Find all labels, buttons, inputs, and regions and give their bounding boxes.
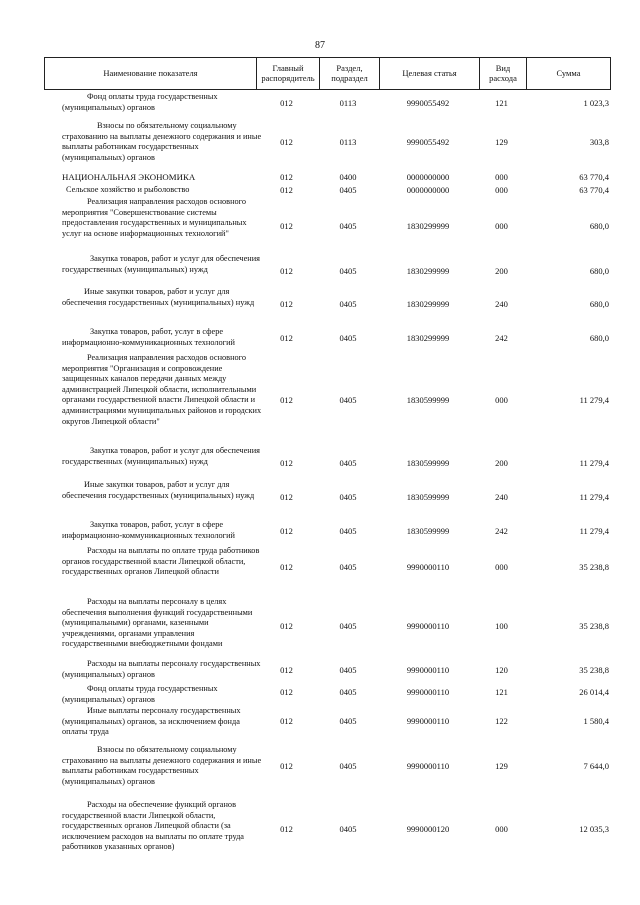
row-glavny: 012 bbox=[280, 137, 293, 147]
row-name: Закупка товаров, работ, услуг в сфере информационно-коммуникационных технологий bbox=[62, 520, 235, 540]
row-name: Реализация направления расходов основного мероприятия "Организация и сопровождение защищенных каналов передачи данных между администрацией Липецкой области, исполнительными органами государственной власти Липецкой области и администрациями муниципальных районов и городских округов Липецкой области" bbox=[62, 353, 262, 426]
row-vid: 000 bbox=[495, 395, 508, 405]
row-vid: 240 bbox=[495, 492, 508, 502]
row-vid: 242 bbox=[495, 526, 508, 536]
row-summa: 63 770,4 bbox=[579, 172, 609, 182]
row-razdel: 0405 bbox=[339, 492, 357, 502]
row-summa: 11 279,4 bbox=[579, 526, 609, 536]
row-glavny: 012 bbox=[280, 687, 293, 697]
row-razdel: 0113 bbox=[339, 137, 357, 147]
row-razdel: 0405 bbox=[339, 824, 357, 834]
row-celevaya: 0000000000 bbox=[406, 172, 450, 182]
row-glavny: 012 bbox=[280, 824, 293, 834]
row-razdel: 0400 bbox=[339, 172, 357, 182]
row-summa: 680,0 bbox=[589, 266, 609, 276]
row-glavny: 012 bbox=[280, 761, 293, 771]
header-razdel: Раздел, подраздел bbox=[319, 58, 379, 89]
row-name: Взносы по обязательному социальному страхованию на выплаты денежного содержания и иные выплаты работникам государственных (муниципальных) органов bbox=[62, 745, 262, 786]
row-razdel: 0405 bbox=[339, 562, 357, 572]
row-razdel: 0405 bbox=[339, 687, 357, 697]
row-glavny: 012 bbox=[280, 526, 293, 536]
row-name: Закупка товаров, работ и услуг для обеспечения государственных (муниципальных) нужд bbox=[62, 446, 260, 466]
row-summa: 7 644,0 bbox=[583, 761, 609, 771]
row-celevaya: 0000000000 bbox=[406, 185, 450, 195]
row-celevaya: 9990055492 bbox=[406, 98, 450, 108]
row-glavny: 012 bbox=[280, 266, 293, 276]
row-celevaya: 1830299999 bbox=[406, 266, 450, 276]
header-glavny: Главный распорядитель bbox=[256, 58, 319, 89]
row-celevaya: 9990000110 bbox=[406, 562, 450, 572]
row-razdel: 0405 bbox=[339, 299, 357, 309]
row-glavny: 012 bbox=[280, 562, 293, 572]
row-name: Иные выплаты персоналу государственных (муниципальных) органов, за исключением фонда оплаты труда bbox=[62, 706, 241, 737]
row-glavny: 012 bbox=[280, 458, 293, 468]
page-number: 87 bbox=[315, 40, 325, 51]
row-glavny: 012 bbox=[280, 395, 293, 405]
row-celevaya: 1830299999 bbox=[406, 221, 450, 231]
row-celevaya: 9990000120 bbox=[406, 824, 450, 834]
row-vid: 122 bbox=[495, 716, 508, 726]
row-celevaya: 9990000110 bbox=[406, 621, 450, 631]
row-name: Взносы по обязательному социальному страхованию на выплаты денежного содержания и иные выплаты работникам государственных (муниципальных) органов bbox=[62, 121, 262, 162]
row-summa: 303,8 bbox=[589, 137, 609, 147]
row-name: Расходы на обеспечение функций органов государственной власти Липецкой области, государственных органов Липецкой области (за исключением расходов на выплаты по оплате труда работников указанных органов) bbox=[62, 800, 244, 852]
header-vid: Вид расхода bbox=[479, 58, 526, 89]
row-name: Закупка товаров, работ и услуг для обеспечения государственных (муниципальных) нужд bbox=[62, 254, 260, 274]
row-celevaya: 9990000110 bbox=[406, 665, 450, 675]
row-razdel: 0405 bbox=[339, 221, 357, 231]
row-vid: 129 bbox=[495, 761, 508, 771]
row-summa: 680,0 bbox=[589, 221, 609, 231]
row-vid: 000 bbox=[495, 221, 508, 231]
row-name: Иные закупки товаров, работ и услуг для обеспечения государственных (муниципальных) нужд bbox=[62, 480, 255, 500]
row-razdel: 0405 bbox=[339, 716, 357, 726]
row-celevaya: 9990000110 bbox=[406, 761, 450, 771]
row-razdel: 0405 bbox=[339, 761, 357, 771]
row-celevaya: 9990055492 bbox=[406, 137, 450, 147]
row-vid: 200 bbox=[495, 458, 508, 468]
row-name: Иные закупки товаров, работ и услуг для обеспечения государственных (муниципальных) нужд bbox=[62, 287, 255, 307]
row-celevaya: 9990000110 bbox=[406, 716, 450, 726]
row-glavny: 012 bbox=[280, 185, 293, 195]
row-name: Расходы на выплаты персоналу государственных (муниципальных) органов bbox=[62, 659, 261, 679]
row-summa: 12 035,3 bbox=[579, 824, 609, 834]
row-vid: 121 bbox=[495, 98, 508, 108]
row-razdel: 0405 bbox=[339, 333, 357, 343]
row-summa: 11 279,4 bbox=[579, 458, 609, 468]
row-vid: 200 bbox=[495, 266, 508, 276]
row-name: Фонд оплаты труда государственных (муниципальных) органов bbox=[62, 684, 218, 704]
row-celevaya: 1830299999 bbox=[406, 299, 450, 309]
row-summa: 35 238,8 bbox=[579, 621, 609, 631]
row-glavny: 012 bbox=[280, 492, 293, 502]
row-summa: 26 014,4 bbox=[579, 687, 609, 697]
row-glavny: 012 bbox=[280, 333, 293, 343]
row-razdel: 0405 bbox=[339, 621, 357, 631]
row-celevaya: 1830599999 bbox=[406, 395, 450, 405]
row-vid: 120 bbox=[495, 665, 508, 675]
row-summa: 680,0 bbox=[589, 333, 609, 343]
row-glavny: 012 bbox=[280, 299, 293, 309]
row-name: Реализация направления расходов основного мероприятия "Совершенствование системы предоставления государственных и муниципальных услуг на основе информационных технологий" bbox=[62, 197, 247, 238]
row-celevaya: 1830599999 bbox=[406, 526, 450, 536]
row-razdel: 0405 bbox=[339, 458, 357, 468]
row-vid: 129 bbox=[495, 137, 508, 147]
row-glavny: 012 bbox=[280, 221, 293, 231]
table-header bbox=[44, 57, 611, 90]
row-name: Закупка товаров, работ, услуг в сфере информационно-коммуникационных технологий bbox=[62, 327, 235, 347]
row-name: Фонд оплаты труда государственных (муниципальных) органов bbox=[62, 92, 218, 112]
row-glavny: 012 bbox=[280, 621, 293, 631]
row-summa: 35 238,8 bbox=[579, 562, 609, 572]
row-razdel: 0405 bbox=[339, 266, 357, 276]
header-summa: Сумма bbox=[526, 58, 610, 89]
row-summa: 63 770,4 bbox=[579, 185, 609, 195]
row-glavny: 012 bbox=[280, 98, 293, 108]
row-celevaya: 9990000110 bbox=[406, 687, 450, 697]
header-celevaya: Целевая статья bbox=[379, 58, 479, 89]
row-summa: 11 279,4 bbox=[579, 492, 609, 502]
row-celevaya: 1830299999 bbox=[406, 333, 450, 343]
row-name: Расходы на выплаты персоналу в целях обеспечения выполнения функций государственными (муниципальными) органами, казенными учреждениями, органами управления государственными внебюджетными фондами bbox=[62, 597, 253, 649]
row-vid: 121 bbox=[495, 687, 508, 697]
row-razdel: 0405 bbox=[339, 185, 357, 195]
header-name: Наименование показателя bbox=[103, 67, 198, 78]
row-vid: 000 bbox=[495, 824, 508, 834]
row-summa: 680,0 bbox=[589, 299, 609, 309]
row-glavny: 012 bbox=[280, 172, 293, 182]
row-glavny: 012 bbox=[280, 716, 293, 726]
row-summa: 1 023,3 bbox=[583, 98, 609, 108]
row-vid: 240 bbox=[495, 299, 508, 309]
row-summa: 35 238,8 bbox=[579, 665, 609, 675]
row-vid: 100 bbox=[495, 621, 508, 631]
row-name: НАЦИОНАЛЬНАЯ ЭКОНОМИКА bbox=[62, 172, 196, 182]
row-summa: 1 580,4 bbox=[583, 716, 609, 726]
row-name: Сельское хозяйство и рыболовство bbox=[66, 185, 190, 194]
row-celevaya: 1830599999 bbox=[406, 458, 450, 468]
row-celevaya: 1830599999 bbox=[406, 492, 450, 502]
row-name: Расходы на выплаты по оплате труда работников органов государственной власти Липецкой области, государственных органов Липецкой области bbox=[62, 546, 260, 577]
row-glavny: 012 bbox=[280, 665, 293, 675]
row-vid: 242 bbox=[495, 333, 508, 343]
row-razdel: 0405 bbox=[339, 395, 357, 405]
row-summa: 11 279,4 bbox=[579, 395, 609, 405]
row-razdel: 0405 bbox=[339, 526, 357, 536]
row-vid: 000 bbox=[495, 172, 508, 182]
row-razdel: 0113 bbox=[339, 98, 357, 108]
row-vid: 000 bbox=[495, 562, 508, 572]
row-razdel: 0405 bbox=[339, 665, 357, 675]
row-vid: 000 bbox=[495, 185, 508, 195]
